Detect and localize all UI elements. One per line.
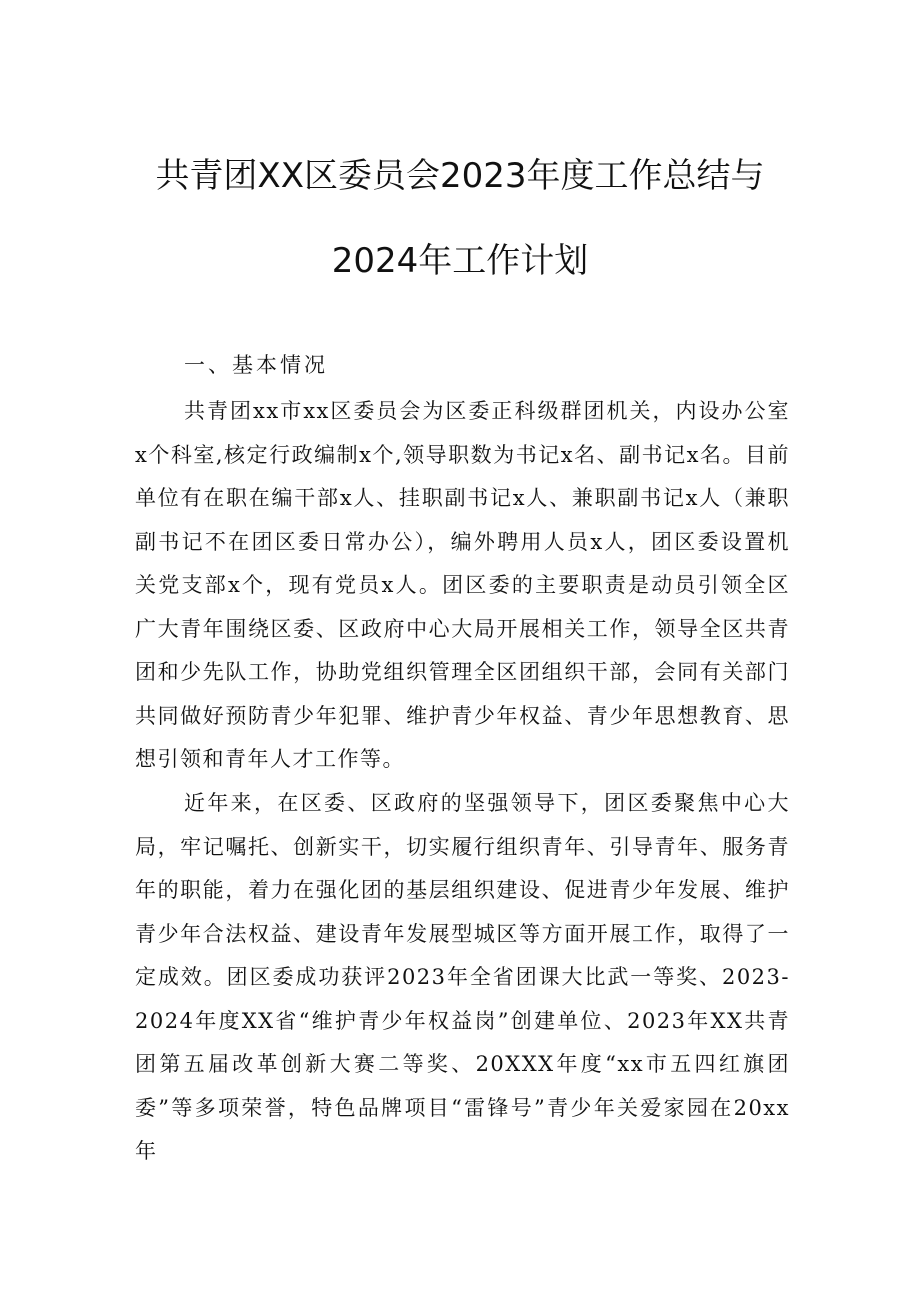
document-title-line-2: 2024年工作计划: [331, 241, 589, 281]
section-heading-basic-info: 一、基本情况: [184, 353, 328, 377]
paragraph-basic-info: 共青团xx市xx区委员会为区委正科级群团机关，内设办公室x个科室,核定行政编制x个,领导职数为书记x名、副书记x名。目前单位有在职在编干部x人、挂职副书记x人、兼职副书记x人（兼职副书记不在团区委日常办公），编外聘用人员x人，团区委设置机关党支部x个，现有党员x人。团区委的主要职责是动员引领全区广大青年围绕区委、区政府中心大局开展相关工作，领导全区共青团和少先队工作，协助党组织管理全区团组织干部，会同有关部门共同做好预防青少年犯罪、维护青少年权益、青少年思想教育、思想引领和青年人才工作等。: [135, 399, 790, 771]
document-title-line-1: 共青团XX区委员会2023年度工作总结与: [155, 156, 765, 196]
paragraph-achievements: 近年来，在区委、区政府的坚强领导下，团区委聚焦中心大局，牢记嘱托、创新实干，切实履行组织青年、引导青年、服务青年的职能，着力在强化团的基层组织建设、促进青少年发展、维护青少年合法权益、建设青年发展型城区等方面开展工作，取得了一定成效。团区委成功获评2023年全省团课大比武一等奖、2023-2024年度XX省“维护青少年权益岗”创建单位、2023年XX共青团第五届改革创新大赛二等奖、20XXX年度“xx市五四红旗团委”等多项荣誉，特色品牌项目“雷锋号”青少年关爱家园在20xx年: [135, 791, 790, 1163]
